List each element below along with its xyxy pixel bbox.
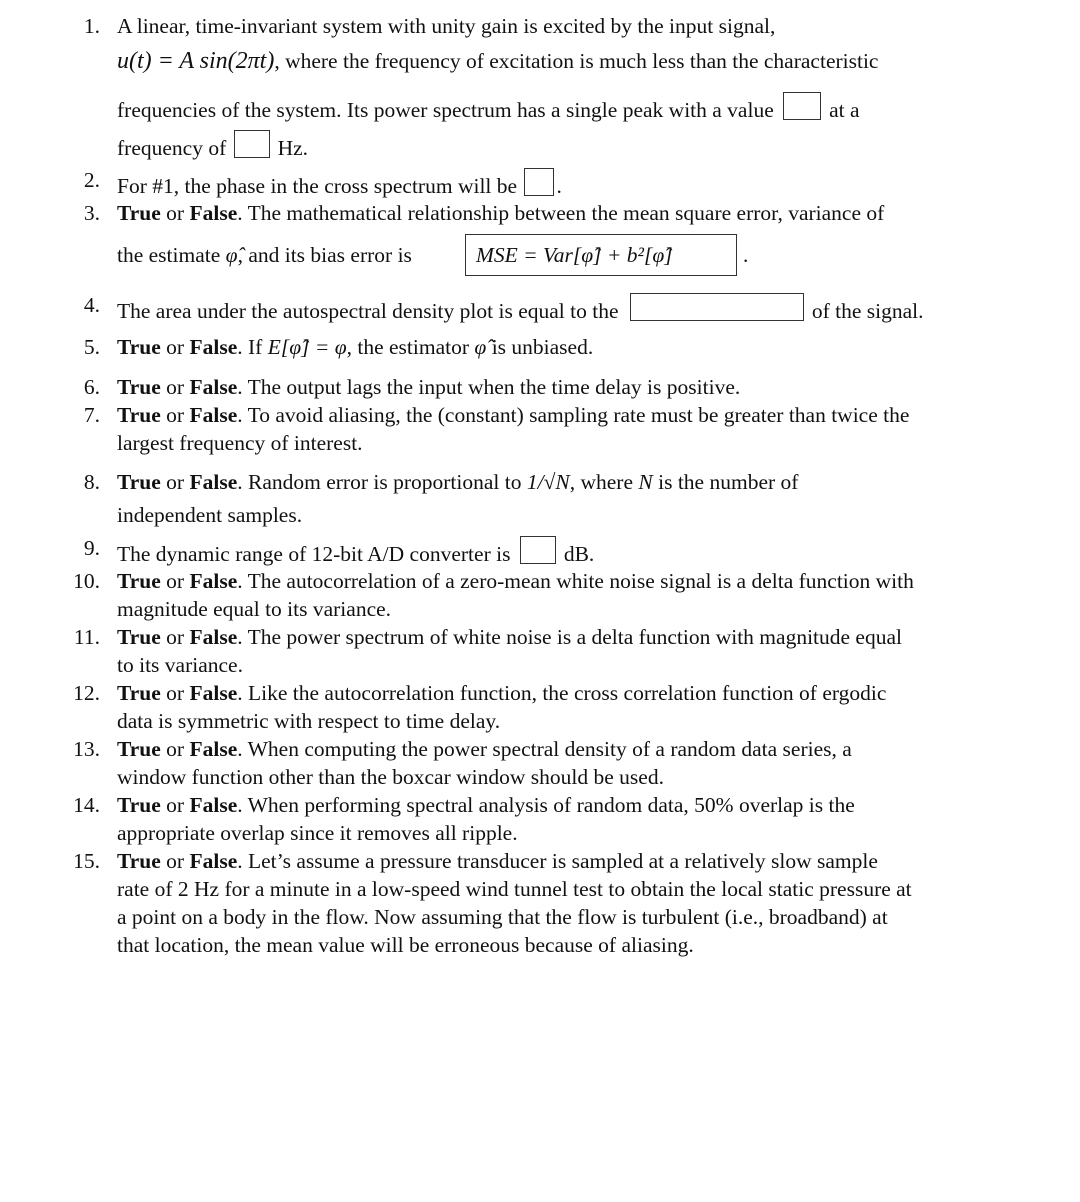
- question-text: window function other than the boxcar window should be used.: [117, 765, 664, 789]
- question-text: to its variance.: [117, 653, 243, 677]
- or-text: or: [160, 793, 190, 817]
- true-option[interactable]: True: [117, 849, 161, 873]
- period: .: [743, 243, 749, 267]
- answer-box-signal-property[interactable]: [630, 293, 804, 321]
- question-text: . Like the autocorrelation function, the cross correlation function of ergodic: [237, 681, 887, 705]
- question-text-line: [117, 849, 878, 874]
- mse-formula: MSE = Var[φ̂] + b²[φ̂]: [476, 243, 673, 267]
- question-text-line: [117, 375, 740, 400]
- true-option[interactable]: True: [117, 403, 161, 427]
- mse-formula-box: [465, 234, 737, 276]
- answer-box-phase[interactable]: [524, 168, 554, 196]
- false-option[interactable]: False: [189, 737, 238, 761]
- random-error-formula: 1/√N: [526, 470, 570, 494]
- variable-n: N: [638, 470, 653, 494]
- true-option[interactable]: True: [117, 569, 161, 593]
- question-text: . The output lags the input when the time delay is positive.: [237, 375, 741, 399]
- question-text-line: [117, 681, 886, 706]
- true-option[interactable]: True: [117, 470, 161, 494]
- question-text: at a: [829, 98, 860, 122]
- question-text-line: [117, 569, 914, 594]
- question-text: . The mathematical relationship between the mean square error, variance of: [237, 201, 885, 225]
- phi-hat-symbol: φ̂: [474, 335, 487, 359]
- question-number: 13.: [73, 737, 100, 761]
- question-text-line: [117, 130, 308, 161]
- question-text: that location, the mean value will be erroneous because of aliasing.: [117, 933, 694, 957]
- or-text: or: [160, 681, 190, 705]
- true-option[interactable]: True: [117, 737, 161, 761]
- question-text: rate of 2 Hz for a minute in a low-speed wind tunnel test to obtain the local static pressure at: [117, 877, 912, 901]
- or-text: or: [160, 849, 190, 873]
- false-option[interactable]: False: [189, 681, 238, 705]
- false-option[interactable]: False: [189, 569, 238, 593]
- true-option[interactable]: True: [117, 681, 161, 705]
- question-text: , and its bias error is: [237, 243, 412, 267]
- phi-hat-symbol: φ̂: [225, 243, 238, 267]
- question-text: A linear, time-invariant system with unity gain is excited by the input signal,: [117, 14, 776, 38]
- question-text: is unbiased.: [486, 335, 594, 359]
- or-text: or: [160, 335, 190, 359]
- question-text: For #1, the phase in the cross spectrum will be: [117, 174, 518, 198]
- question-text: independent samples.: [117, 503, 303, 527]
- input-signal-formula: u(t) = A sin(2πt): [117, 48, 275, 74]
- question-text: .: [556, 174, 562, 198]
- question-text: magnitude equal to its variance.: [117, 597, 392, 621]
- question-number: 10.: [73, 569, 100, 593]
- question-text: dB.: [563, 542, 595, 566]
- or-text: or: [160, 375, 190, 399]
- question-text-line: [117, 92, 860, 123]
- question-text-line: [117, 536, 594, 567]
- question-text: frequency of: [117, 136, 227, 160]
- expectation-formula: E[φ̂] = φ: [267, 335, 347, 359]
- question-number: 8.: [83, 470, 100, 494]
- question-text: . When computing the power spectral density of a random data series, a: [237, 737, 852, 761]
- question-number: 11.: [73, 625, 100, 649]
- question-text: a point on a body in the flow. Now assuming that the flow is turbulent (i.e., broadband) at: [117, 905, 888, 929]
- answer-box-dynamic-range[interactable]: [520, 536, 556, 564]
- question-text: , where the frequency of excitation is much less than the characteristic: [274, 49, 879, 73]
- question-number: 3.: [83, 201, 100, 225]
- question-number: 15.: [73, 849, 100, 873]
- question-text: Hz.: [277, 136, 309, 160]
- question-number: 7.: [83, 403, 100, 427]
- question-text-line: [117, 293, 924, 324]
- question-text: . The power spectrum of white noise is a delta function with magnitude equal: [237, 625, 902, 649]
- question-text-line: [117, 625, 902, 650]
- question-text: . When performing spectral analysis of random data, 50% overlap is the: [237, 793, 855, 817]
- false-option[interactable]: False: [189, 335, 238, 359]
- question-text: appropriate overlap since it removes all ripple.: [117, 821, 518, 845]
- question-text-line: [117, 201, 884, 226]
- question-text: is the number of: [652, 470, 799, 494]
- false-option[interactable]: False: [189, 470, 238, 494]
- question-text: . Let’s assume a pressure transducer is sampled at a relatively slow sample: [237, 849, 878, 873]
- true-option[interactable]: True: [117, 793, 161, 817]
- false-option[interactable]: False: [189, 375, 238, 399]
- question-text: , where: [569, 470, 639, 494]
- question-text-line: [117, 243, 412, 268]
- answer-box-frequency[interactable]: [234, 130, 270, 158]
- false-option[interactable]: False: [189, 625, 238, 649]
- true-option[interactable]: True: [117, 625, 161, 649]
- or-text: or: [160, 737, 190, 761]
- question-text: the estimate: [117, 243, 226, 267]
- question-text-line: [117, 335, 593, 360]
- true-option[interactable]: True: [117, 375, 161, 399]
- question-text: . To avoid aliasing, the (constant) sampling rate must be greater than twice the: [237, 403, 910, 427]
- question-text: The dynamic range of 12-bit A/D converter is: [117, 542, 511, 566]
- false-option[interactable]: False: [189, 793, 238, 817]
- question-text: frequencies of the system. Its power spectrum has a single peak with a value: [117, 98, 774, 122]
- question-text-line: [117, 168, 562, 199]
- true-option[interactable]: True: [117, 201, 161, 225]
- question-text: data is symmetric with respect to time delay.: [117, 709, 501, 733]
- answer-box-peak-value[interactable]: [783, 92, 821, 120]
- question-text: The area under the autospectral density plot is equal to the: [117, 299, 619, 323]
- question-text-line: [117, 793, 855, 818]
- true-option[interactable]: True: [117, 335, 161, 359]
- question-number: 14.: [73, 793, 100, 817]
- false-option[interactable]: False: [189, 849, 238, 873]
- false-option[interactable]: False: [189, 403, 238, 427]
- question-text-line: [117, 470, 798, 495]
- question-text: of the signal.: [811, 299, 924, 323]
- question-number: 5.: [83, 335, 100, 359]
- question-number: 1.: [83, 14, 100, 38]
- question-text-line: [117, 403, 909, 428]
- or-text: or: [160, 569, 190, 593]
- question-text: , the estimator: [346, 335, 475, 359]
- or-text: or: [160, 201, 190, 225]
- question-text-line: [117, 48, 878, 75]
- question-text: . Random error is proportional to: [237, 470, 527, 494]
- or-text: or: [160, 470, 190, 494]
- false-option[interactable]: False: [189, 201, 238, 225]
- question-text: . The autocorrelation of a zero-mean white noise signal is a delta function with: [237, 569, 914, 593]
- question-number: 4.: [83, 293, 100, 317]
- question-number: 12.: [73, 681, 100, 705]
- question-text: largest frequency of interest.: [117, 431, 363, 455]
- question-text: . If: [237, 335, 268, 359]
- question-number: 6.: [83, 375, 100, 399]
- or-text: or: [160, 625, 190, 649]
- question-text-line: [117, 737, 852, 762]
- question-number: 9.: [83, 536, 100, 560]
- or-text: or: [160, 403, 190, 427]
- question-number: 2.: [83, 168, 100, 192]
